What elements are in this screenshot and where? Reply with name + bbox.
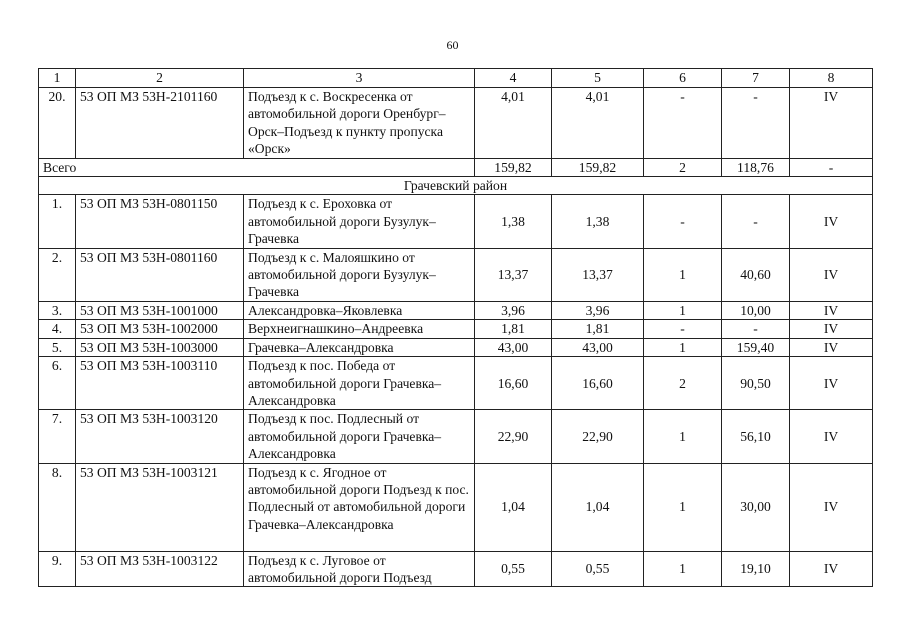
road-code: 53 ОП МЗ 53Н-2101160 xyxy=(76,88,244,159)
col7-value: - xyxy=(722,320,790,338)
road-name: Подъезд к с. Воскресенка от автомобильной дороги Оренбург–Орск–Подъезд к пункту пропуска «Орск» xyxy=(244,88,475,159)
total-row xyxy=(39,158,873,176)
row-number: 5. xyxy=(39,338,76,356)
table-row xyxy=(39,248,873,301)
road-code: 53 ОП МЗ 53Н-1003120 xyxy=(76,410,244,463)
col5-value: 4,01 xyxy=(552,88,644,159)
col4-value: 0,55 xyxy=(475,551,552,587)
road-name: Верхнеигнашкино–Андреевка xyxy=(244,320,475,338)
road-code: 53 ОП МЗ 53Н-0801150 xyxy=(76,195,244,248)
road-code: 53 ОП МЗ 53Н-1002000 xyxy=(76,320,244,338)
col5-value: 16,60 xyxy=(552,357,644,410)
district-row xyxy=(39,177,873,195)
col7-value: 159,40 xyxy=(722,338,790,356)
col7-value: 30,00 xyxy=(722,463,790,551)
col6-value: 1 xyxy=(644,248,722,301)
col7-value: 40,60 xyxy=(722,248,790,301)
road-name: Подъезд к пос. Подлесный от автомобильной дороги Грачевка–Александровка xyxy=(244,410,475,463)
col4-value: 3,96 xyxy=(475,301,552,319)
col5-value: 1,04 xyxy=(552,463,644,551)
column-header: 7 xyxy=(722,69,790,88)
row-number: 9. xyxy=(39,551,76,587)
col8-value: IV xyxy=(790,248,873,301)
table-row xyxy=(39,551,873,587)
total-c4: 159,82 xyxy=(475,158,552,176)
road-code: 53 ОП МЗ 53Н-1003121 xyxy=(76,463,244,551)
col6-value: 1 xyxy=(644,551,722,587)
col4-value: 4,01 xyxy=(475,88,552,159)
total-c7: 118,76 xyxy=(722,158,790,176)
col5-value: 43,00 xyxy=(552,338,644,356)
row-number: 1. xyxy=(39,195,76,248)
col5-value: 13,37 xyxy=(552,248,644,301)
road-code: 53 ОП МЗ 53Н-1003000 xyxy=(76,338,244,356)
row-number: 7. xyxy=(39,410,76,463)
road-code: 53 ОП МЗ 53Н-1003110 xyxy=(76,357,244,410)
col5-value: 3,96 xyxy=(552,301,644,319)
total-label: Всего xyxy=(39,158,475,176)
road-name: Подъезд к с. Луговое от автомобильной дороги Подъезд xyxy=(244,551,475,587)
road-name: Грачевка–Александровка xyxy=(244,338,475,356)
col4-value: 13,37 xyxy=(475,248,552,301)
table-row xyxy=(39,338,873,356)
total-c5: 159,82 xyxy=(552,158,644,176)
col8-value: IV xyxy=(790,195,873,248)
col6-value: - xyxy=(644,195,722,248)
col6-value: 1 xyxy=(644,410,722,463)
road-name: Подъезд к пос. Победа от автомобильной дороги Грачевка–Александровка xyxy=(244,357,475,410)
col8-value: IV xyxy=(790,410,873,463)
col8-value: IV xyxy=(790,463,873,551)
col6-value: - xyxy=(644,320,722,338)
col6-value: 1 xyxy=(644,301,722,319)
roads-table xyxy=(38,68,873,587)
road-name: Подъезд к с. Малояшкино от автомобильной дороги Бузулук–Грачевка xyxy=(244,248,475,301)
col8-value: IV xyxy=(790,301,873,319)
col5-value: 1,81 xyxy=(552,320,644,338)
road-code: 53 ОП МЗ 53Н-1003122 xyxy=(76,551,244,587)
column-header: 8 xyxy=(790,69,873,88)
col6-value: 1 xyxy=(644,338,722,356)
column-header: 6 xyxy=(644,69,722,88)
row-number: 4. xyxy=(39,320,76,338)
column-header: 1 xyxy=(39,69,76,88)
row-number: 6. xyxy=(39,357,76,410)
column-header: 2 xyxy=(76,69,244,88)
row-number: 20. xyxy=(39,88,76,159)
road-code: 53 ОП МЗ 53Н-1001000 xyxy=(76,301,244,319)
table-row xyxy=(39,88,873,159)
col4-value: 1,04 xyxy=(475,463,552,551)
table-row xyxy=(39,410,873,463)
total-c8: - xyxy=(790,158,873,176)
col8-value: IV xyxy=(790,551,873,587)
col7-value: 90,50 xyxy=(722,357,790,410)
column-header: 5 xyxy=(552,69,644,88)
col8-value: IV xyxy=(790,88,873,159)
col5-value: 1,38 xyxy=(552,195,644,248)
table-row xyxy=(39,463,873,551)
row-number: 8. xyxy=(39,463,76,551)
col4-value: 1,38 xyxy=(475,195,552,248)
col5-value: 22,90 xyxy=(552,410,644,463)
column-header: 3 xyxy=(244,69,475,88)
row-number: 3. xyxy=(39,301,76,319)
col7-value: 19,10 xyxy=(722,551,790,587)
district-heading: Грачевский район xyxy=(39,177,873,195)
col6-value: 1 xyxy=(644,463,722,551)
col8-value: IV xyxy=(790,320,873,338)
col7-value: 56,10 xyxy=(722,410,790,463)
table-row xyxy=(39,195,873,248)
road-name: Подъезд к с. Ероховка от автомобильной дороги Бузулук–Грачевка xyxy=(244,195,475,248)
col8-value: IV xyxy=(790,357,873,410)
col4-value: 43,00 xyxy=(475,338,552,356)
col5-value: 0,55 xyxy=(552,551,644,587)
col4-value: 22,90 xyxy=(475,410,552,463)
column-header: 4 xyxy=(475,69,552,88)
table-row xyxy=(39,357,873,410)
col7-value: - xyxy=(722,88,790,159)
road-name: Александровка–Яковлевка xyxy=(244,301,475,319)
header-row xyxy=(39,69,873,88)
road-name: Подъезд к с. Ягодное от автомобильной дороги Подъезд к пос. Подлесный от автомобильной дороги Грачевка–Александровка xyxy=(244,463,475,551)
col4-value: 1,81 xyxy=(475,320,552,338)
total-c6: 2 xyxy=(644,158,722,176)
col8-value: IV xyxy=(790,338,873,356)
col6-value: 2 xyxy=(644,357,722,410)
table-row xyxy=(39,301,873,319)
page-number: 60 xyxy=(446,38,459,52)
col4-value: 16,60 xyxy=(475,357,552,410)
table-row xyxy=(39,320,873,338)
col6-value: - xyxy=(644,88,722,159)
row-number: 2. xyxy=(39,248,76,301)
road-code: 53 ОП МЗ 53Н-0801160 xyxy=(76,248,244,301)
col7-value: 10,00 xyxy=(722,301,790,319)
col7-value: - xyxy=(722,195,790,248)
